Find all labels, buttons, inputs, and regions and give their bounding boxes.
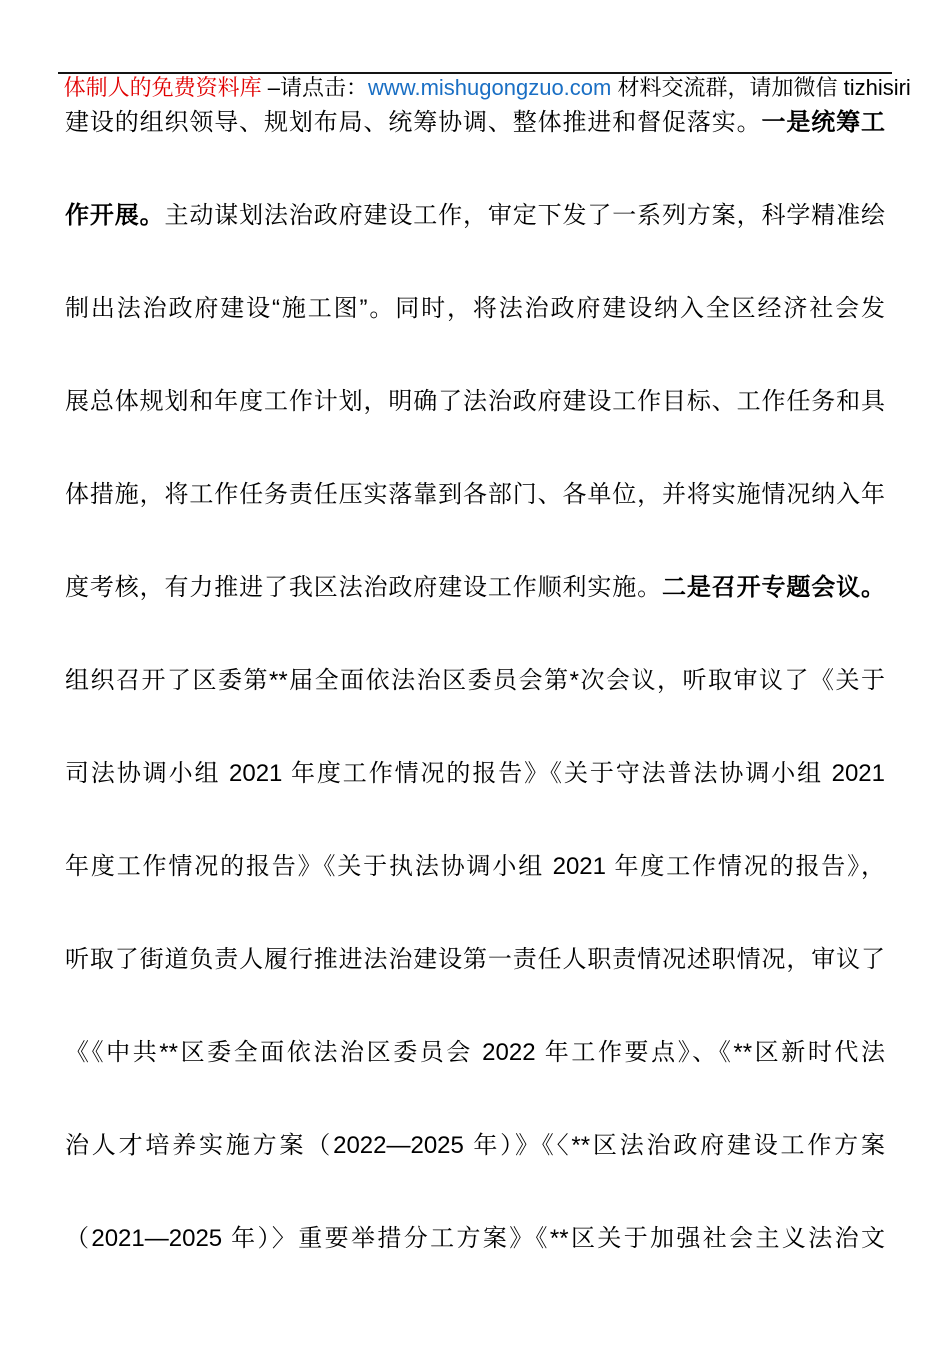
- promo-url-link[interactable]: www.mishugongzuo.com: [368, 75, 612, 100]
- text-line-8: [65, 727, 885, 820]
- text-segment: 建设的组织领导、规划布局、统筹协调、整体推进和督促落实。: [65, 109, 762, 136]
- text-segment: 制出法治政府建设“施工图”。同时，将法治政府建设纳入全区经济社会发: [65, 295, 885, 322]
- text-segment: 主动谋划法治政府建设工作，审定下发了一系列方案，科学精准绘: [164, 202, 885, 229]
- text-line-11: [65, 1006, 885, 1099]
- text-line-1: [65, 76, 885, 169]
- text-segment: 听取了街道负责人履行推进法治建设第一责任人职责情况述职情况，审议了: [65, 946, 885, 973]
- promo-header: [0, 0, 950, 100]
- text-line-9: [65, 820, 885, 913]
- text-segment: 组织召开了区委第**届全面依法治区委员会第*次会议，听取审议了《关于: [65, 667, 885, 694]
- text-segment-bold: 一是统筹工: [761, 109, 885, 136]
- text-line-10: [65, 913, 885, 1006]
- promo-brand-text: 体制人的免费资料库: [63, 75, 262, 100]
- text-line-6: [65, 541, 885, 634]
- text-segment: 度考核，有力推进了我区法治政府建设工作顺利实施。: [65, 574, 662, 601]
- text-segment: 司法协调小组 2021 年度工作情况的报告》《关于守法普法协调小组 2021: [65, 760, 885, 787]
- text-segment-bold: 作开展。: [65, 202, 165, 229]
- text-segment: （2021—2025 年）〉重要举措分工方案》《**区关于加强社会主义法治文: [65, 1225, 885, 1252]
- text-line-12: [65, 1099, 885, 1192]
- promo-click-label: –请点击：: [261, 75, 369, 100]
- text-segment: 展总体规划和年度工作计划，明确了法治政府建设工作目标、工作任务和具: [65, 388, 885, 415]
- text-line-4: [65, 355, 885, 448]
- text-line-7: [65, 634, 885, 727]
- text-line-5: [65, 448, 885, 541]
- promo-suffix-text: 材料交流群，请加微信 tizhisiri: [611, 75, 911, 100]
- document-body: [65, 74, 885, 1285]
- text-line-2: [65, 169, 885, 262]
- text-line-3: [65, 262, 885, 355]
- text-line-13: [65, 1192, 885, 1285]
- text-segment-bold: 二是召开专题会议。: [662, 574, 885, 601]
- text-segment: 体措施，将工作任务责任压实落靠到各部门、各单位，并将实施情况纳入年: [65, 481, 885, 508]
- text-segment: 治人才培养实施方案（2022—2025 年）》《〈**区法治政府建设工作方案: [65, 1132, 885, 1159]
- text-segment: 《《中共**区委全面依法治区委员会 2022 年工作要点》、《**区新时代法: [65, 1039, 885, 1066]
- text-segment: 年度工作情况的报告》《关于执法协调小组 2021 年度工作情况的报告》，: [65, 853, 885, 880]
